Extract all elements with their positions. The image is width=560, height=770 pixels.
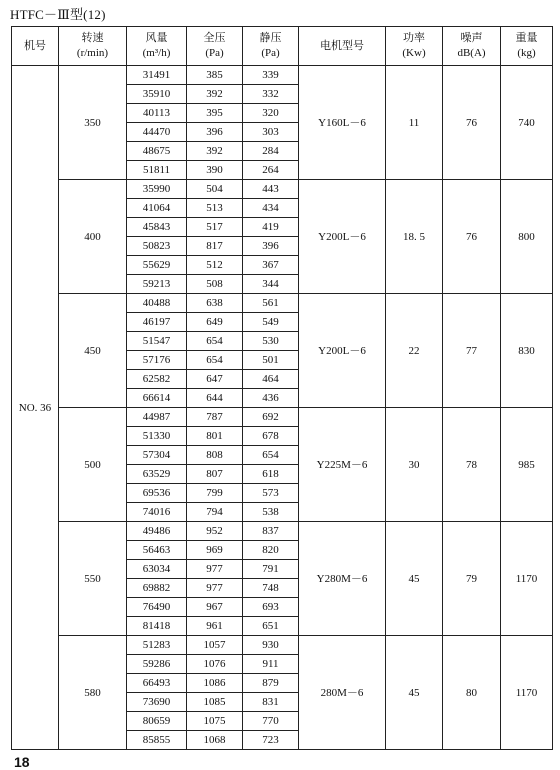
total-pressure-cell: 396 <box>187 123 243 142</box>
total-pressure-cell: 517 <box>187 218 243 237</box>
static-pressure-cell: 339 <box>243 66 299 85</box>
static-pressure-cell: 692 <box>243 408 299 427</box>
static-pressure-cell: 654 <box>243 446 299 465</box>
noise-cell: 76 <box>443 66 501 180</box>
static-pressure-cell: 530 <box>243 332 299 351</box>
motor-model-cell: Y200L－6 <box>299 180 386 294</box>
total-pressure-cell: 801 <box>187 427 243 446</box>
static-pressure-cell: 879 <box>243 674 299 693</box>
airflow-cell: 40113 <box>127 104 187 123</box>
static-pressure-cell: 573 <box>243 484 299 503</box>
static-pressure-cell: 748 <box>243 579 299 598</box>
airflow-cell: 85855 <box>127 731 187 750</box>
column-header-unit: (kg) <box>517 47 536 59</box>
total-pressure-cell: 644 <box>187 389 243 408</box>
weight-cell: 740 <box>501 66 553 180</box>
column-header-label: 电机型号 <box>320 39 364 52</box>
static-pressure-cell: 303 <box>243 123 299 142</box>
total-pressure-cell: 638 <box>187 294 243 313</box>
table-row <box>12 66 553 85</box>
table-row <box>12 408 553 427</box>
column-header-label: 静压 <box>259 32 282 44</box>
table-row <box>12 294 553 313</box>
total-pressure-cell: 512 <box>187 256 243 275</box>
table-body <box>12 66 553 750</box>
total-pressure-cell: 807 <box>187 465 243 484</box>
speed-cell: 580 <box>59 636 127 750</box>
total-pressure-cell: 647 <box>187 370 243 389</box>
static-pressure-cell: 693 <box>243 598 299 617</box>
total-pressure-cell: 817 <box>187 237 243 256</box>
power-cell: 30 <box>386 408 443 522</box>
noise-cell: 80 <box>443 636 501 750</box>
total-pressure-cell: 799 <box>187 484 243 503</box>
total-pressure-cell: 654 <box>187 351 243 370</box>
weight-cell: 830 <box>501 294 553 408</box>
static-pressure-cell: 332 <box>243 85 299 104</box>
table-header <box>12 27 553 66</box>
column-header-label: 重量 <box>515 32 538 44</box>
power-cell: 11 <box>386 66 443 180</box>
weight-cell: 1170 <box>501 636 553 750</box>
power-cell: 22 <box>386 294 443 408</box>
column-header <box>127 27 187 66</box>
column-header <box>501 27 553 66</box>
airflow-cell: 45843 <box>127 218 187 237</box>
airflow-cell: 74016 <box>127 503 187 522</box>
column-header-label: 功率 <box>403 32 425 44</box>
airflow-cell: 63529 <box>127 465 187 484</box>
static-pressure-cell: 320 <box>243 104 299 123</box>
static-pressure-cell: 436 <box>243 389 299 408</box>
total-pressure-cell: 504 <box>187 180 243 199</box>
column-header-unit: dB(A) <box>457 47 486 59</box>
power-cell: 45 <box>386 522 443 636</box>
column-header <box>12 27 59 66</box>
table-row <box>12 180 553 199</box>
airflow-cell: 73690 <box>127 693 187 712</box>
weight-cell: 985 <box>501 408 553 522</box>
airflow-cell: 69882 <box>127 579 187 598</box>
airflow-cell: 35910 <box>127 85 187 104</box>
airflow-cell: 81418 <box>127 617 187 636</box>
column-header <box>243 27 299 66</box>
airflow-cell: 59213 <box>127 275 187 294</box>
total-pressure-cell: 808 <box>187 446 243 465</box>
machine-number-cell: NO. 36 <box>12 66 59 750</box>
total-pressure-cell: 977 <box>187 579 243 598</box>
motor-model-cell: Y280M－6 <box>299 522 386 636</box>
noise-cell: 78 <box>443 408 501 522</box>
total-pressure-cell: 952 <box>187 522 243 541</box>
total-pressure-cell: 969 <box>187 541 243 560</box>
airflow-cell: 76490 <box>127 598 187 617</box>
column-header <box>386 27 443 66</box>
static-pressure-cell: 831 <box>243 693 299 712</box>
motor-model-cell: 280M－6 <box>299 636 386 750</box>
total-pressure-cell: 961 <box>187 617 243 636</box>
static-pressure-cell: 618 <box>243 465 299 484</box>
column-header-label: 噪声 <box>460 32 483 44</box>
total-pressure-cell: 392 <box>187 85 243 104</box>
motor-model-cell: Y225M－6 <box>299 408 386 522</box>
total-pressure-cell: 787 <box>187 408 243 427</box>
table-row <box>12 636 553 655</box>
column-header-label: 全压 <box>203 32 226 44</box>
fan-spec-table <box>11 26 553 750</box>
static-pressure-cell: 344 <box>243 275 299 294</box>
column-header-unit: (Kw) <box>402 47 426 59</box>
airflow-cell: 31491 <box>127 66 187 85</box>
airflow-cell: 41064 <box>127 199 187 218</box>
column-header-label: 转速 <box>81 32 104 44</box>
column-header-label: 机号 <box>24 39 46 52</box>
weight-cell: 800 <box>501 180 553 294</box>
airflow-cell: 51547 <box>127 332 187 351</box>
airflow-cell: 59286 <box>127 655 187 674</box>
static-pressure-cell: 419 <box>243 218 299 237</box>
total-pressure-cell: 654 <box>187 332 243 351</box>
airflow-cell: 56463 <box>127 541 187 560</box>
airflow-cell: 66493 <box>127 674 187 693</box>
power-cell: 45 <box>386 636 443 750</box>
static-pressure-cell: 264 <box>243 161 299 180</box>
static-pressure-cell: 723 <box>243 731 299 750</box>
total-pressure-cell: 1076 <box>187 655 243 674</box>
static-pressure-cell: 678 <box>243 427 299 446</box>
total-pressure-cell: 1068 <box>187 731 243 750</box>
static-pressure-cell: 538 <box>243 503 299 522</box>
static-pressure-cell: 770 <box>243 712 299 731</box>
column-header <box>443 27 501 66</box>
column-header-unit: (r/min) <box>76 47 109 59</box>
airflow-cell: 49486 <box>127 522 187 541</box>
table-row <box>12 522 553 541</box>
airflow-cell: 69536 <box>127 484 187 503</box>
speed-cell: 550 <box>59 522 127 636</box>
static-pressure-cell: 837 <box>243 522 299 541</box>
airflow-cell: 35990 <box>127 180 187 199</box>
static-pressure-cell: 820 <box>243 541 299 560</box>
power-cell: 18. 5 <box>386 180 443 294</box>
airflow-cell: 44470 <box>127 123 187 142</box>
static-pressure-cell: 501 <box>243 351 299 370</box>
total-pressure-cell: 385 <box>187 66 243 85</box>
static-pressure-cell: 791 <box>243 560 299 579</box>
static-pressure-cell: 911 <box>243 655 299 674</box>
airflow-cell: 57304 <box>127 446 187 465</box>
airflow-cell: 80659 <box>127 712 187 731</box>
total-pressure-cell: 1086 <box>187 674 243 693</box>
static-pressure-cell: 367 <box>243 256 299 275</box>
static-pressure-cell: 396 <box>243 237 299 256</box>
airflow-cell: 66614 <box>127 389 187 408</box>
static-pressure-cell: 443 <box>243 180 299 199</box>
static-pressure-cell: 434 <box>243 199 299 218</box>
airflow-cell: 48675 <box>127 142 187 161</box>
total-pressure-cell: 390 <box>187 161 243 180</box>
airflow-cell: 55629 <box>127 256 187 275</box>
total-pressure-cell: 513 <box>187 199 243 218</box>
airflow-cell: 51811 <box>127 161 187 180</box>
speed-cell: 450 <box>59 294 127 408</box>
total-pressure-cell: 649 <box>187 313 243 332</box>
airflow-cell: 57176 <box>127 351 187 370</box>
airflow-cell: 44987 <box>127 408 187 427</box>
weight-cell: 1170 <box>501 522 553 636</box>
static-pressure-cell: 930 <box>243 636 299 655</box>
static-pressure-cell: 549 <box>243 313 299 332</box>
speed-cell: 500 <box>59 408 127 522</box>
page-number: 18 <box>14 754 30 770</box>
static-pressure-cell: 561 <box>243 294 299 313</box>
total-pressure-cell: 967 <box>187 598 243 617</box>
airflow-cell: 62582 <box>127 370 187 389</box>
column-header-unit: (Pa) <box>205 47 224 59</box>
column-header-unit: (Pa) <box>261 47 280 59</box>
airflow-cell: 46197 <box>127 313 187 332</box>
total-pressure-cell: 395 <box>187 104 243 123</box>
speed-cell: 350 <box>59 66 127 180</box>
airflow-cell: 63034 <box>127 560 187 579</box>
total-pressure-cell: 1075 <box>187 712 243 731</box>
speed-cell: 400 <box>59 180 127 294</box>
airflow-cell: 51330 <box>127 427 187 446</box>
column-header-label: 风量 <box>145 32 168 44</box>
total-pressure-cell: 794 <box>187 503 243 522</box>
airflow-cell: 51283 <box>127 636 187 655</box>
total-pressure-cell: 1085 <box>187 693 243 712</box>
column-header-unit: (m³/h) <box>142 47 171 59</box>
table-caption: HTFC－Ⅲ型(12) <box>10 7 106 22</box>
column-header <box>187 27 243 66</box>
motor-model-cell: Y200L－6 <box>299 294 386 408</box>
noise-cell: 77 <box>443 294 501 408</box>
noise-cell: 76 <box>443 180 501 294</box>
column-header <box>299 27 386 66</box>
total-pressure-cell: 392 <box>187 142 243 161</box>
column-header <box>59 27 127 66</box>
airflow-cell: 40488 <box>127 294 187 313</box>
static-pressure-cell: 284 <box>243 142 299 161</box>
motor-model-cell: Y160L－6 <box>299 66 386 180</box>
total-pressure-cell: 977 <box>187 560 243 579</box>
total-pressure-cell: 508 <box>187 275 243 294</box>
static-pressure-cell: 651 <box>243 617 299 636</box>
noise-cell: 79 <box>443 522 501 636</box>
static-pressure-cell: 464 <box>243 370 299 389</box>
total-pressure-cell: 1057 <box>187 636 243 655</box>
airflow-cell: 50823 <box>127 237 187 256</box>
